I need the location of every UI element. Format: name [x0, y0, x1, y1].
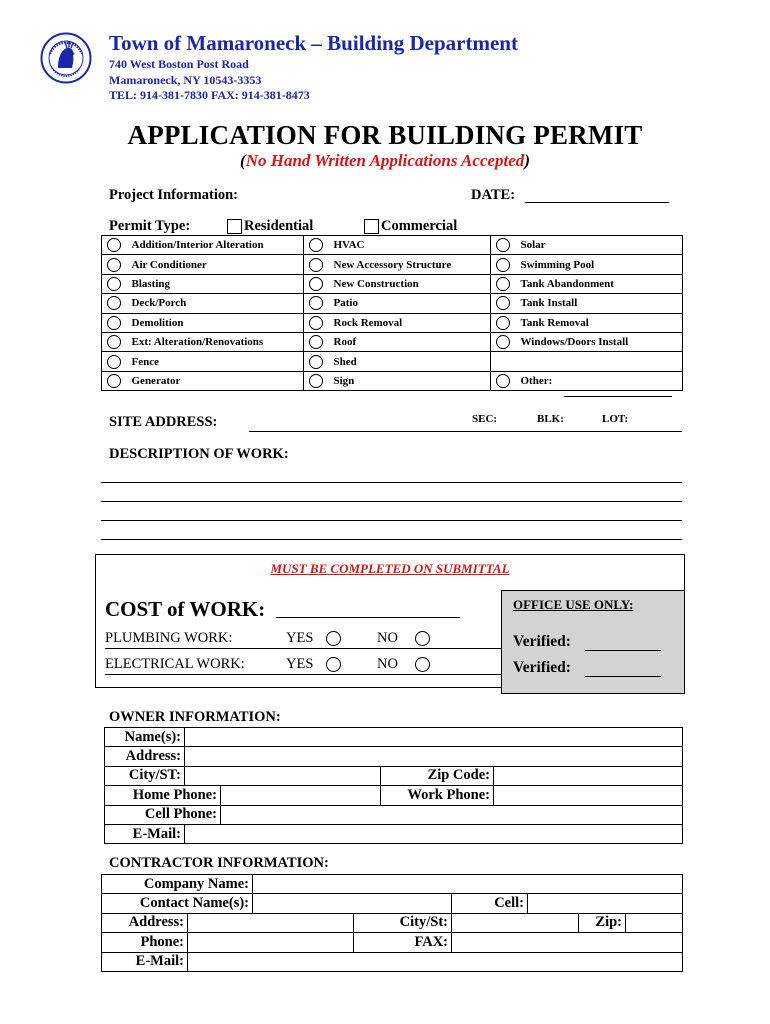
permit-option-radio[interactable] — [107, 238, 121, 252]
owner-home-phone-label: Home Phone: — [105, 786, 221, 805]
permit-type-table — [101, 235, 683, 391]
permit-option-cell — [491, 371, 516, 390]
contractor-contact-row — [102, 894, 683, 913]
date-field[interactable] — [525, 202, 669, 203]
form-subtitle — [0, 151, 770, 171]
contractor-email-field[interactable] — [188, 952, 683, 971]
residential-checkbox[interactable] — [227, 219, 242, 234]
permit-option-cell — [491, 274, 516, 293]
permit-option-radio[interactable] — [496, 277, 510, 291]
permit-option-label: Demolition — [127, 313, 304, 332]
owner-home-phone-field[interactable] — [221, 786, 381, 805]
owner-email-label: E-Mail: — [105, 824, 185, 843]
permit-option-label: Shed — [329, 352, 491, 371]
subtitle-open-paren: ( — [240, 151, 246, 170]
verified-label-1: Verified: — [513, 633, 571, 650]
permit-type-row — [102, 294, 683, 313]
contractor-address-field[interactable] — [188, 913, 354, 932]
owner-phone-row — [105, 786, 683, 805]
electrical-work-label: ELECTRICAL WORK: — [105, 656, 245, 672]
owner-city-field[interactable] — [185, 766, 381, 785]
verified-label-2: Verified: — [513, 659, 571, 676]
contractor-email-row — [102, 952, 683, 971]
town-seal-logo — [40, 32, 92, 84]
owner-cell-label: Cell Phone: — [105, 805, 221, 824]
permit-option-radio[interactable] — [496, 374, 510, 388]
plumbing-underline — [105, 648, 501, 649]
permit-option-label: Swimming Pool — [516, 255, 683, 274]
permit-option-label: Windows/Doors Install — [516, 332, 683, 351]
permit-type-row — [102, 371, 683, 390]
permit-option-radio[interactable] — [107, 296, 121, 310]
owner-work-phone-label: Work Phone: — [381, 786, 494, 805]
permit-option-label: Sign — [329, 371, 491, 390]
address-line-1: 740 West Boston Post Road — [109, 57, 249, 71]
office-use-label: OFFICE USE ONLY: — [513, 597, 634, 612]
owner-address-label: Address: — [105, 747, 185, 766]
owner-cell-row — [105, 805, 683, 824]
contractor-phone-field[interactable] — [188, 933, 354, 952]
owner-zip-label: Zip Code: — [381, 766, 494, 785]
permit-option-label: Generator — [127, 371, 304, 390]
permit-option-radio[interactable] — [496, 238, 510, 252]
blk-label: BLK: — [537, 413, 564, 425]
cost-of-work-label: COST of WORK: — [105, 597, 266, 621]
permit-option-radio[interactable] — [309, 277, 323, 291]
permit-option-radio[interactable] — [309, 258, 323, 272]
contractor-city-label: City/St: — [354, 913, 452, 932]
permit-option-label: Tank Install — [516, 294, 683, 313]
contractor-zip-label: Zip: — [579, 913, 626, 932]
permit-option-radio[interactable] — [496, 316, 510, 330]
permit-option-cell — [102, 236, 127, 255]
permit-type-label: Permit Type: — [109, 218, 191, 234]
description-line-3[interactable] — [101, 520, 682, 521]
permit-option-radio[interactable] — [309, 316, 323, 330]
permit-option-label: Other: — [516, 371, 683, 390]
owner-email-field[interactable] — [185, 824, 683, 843]
contractor-address-label: Address: — [102, 913, 188, 932]
permit-option-label: Deck/Porch — [127, 294, 304, 313]
permit-option-label: New Accessory Structure — [329, 255, 491, 274]
permit-option-radio[interactable] — [496, 258, 510, 272]
plumbing-yes-label: YES — [286, 630, 314, 646]
electrical-no-radio[interactable] — [415, 657, 430, 672]
permit-option-radio[interactable] — [309, 335, 323, 349]
permit-option-cell — [304, 332, 329, 351]
permit-option-radio[interactable] — [107, 316, 121, 330]
owner-city-row — [105, 766, 683, 785]
project-info-label: Project Information: — [109, 187, 238, 203]
address-line-2: Mamaroneck, NY 10543-3353 — [109, 73, 262, 87]
permit-option-cell — [304, 313, 329, 332]
permit-option-label: HVAC — [329, 236, 491, 255]
permit-option-cell — [491, 352, 516, 371]
permit-option-cell — [102, 255, 127, 274]
permit-option-label: Rock Removal — [329, 313, 491, 332]
permit-option-label: Ext: Alteration/Renovations — [127, 332, 304, 351]
permit-option-label: Roof — [329, 332, 491, 351]
subtitle-close-paren: ) — [524, 151, 530, 170]
owner-email-row — [105, 824, 683, 843]
contractor-city-field[interactable] — [452, 913, 579, 932]
electrical-no-label: NO — [377, 656, 398, 672]
permit-option-label: Solar — [516, 236, 683, 255]
permit-option-cell — [102, 371, 127, 390]
contractor-phone-row — [102, 933, 683, 952]
permit-option-radio[interactable] — [309, 355, 323, 369]
permit-option-label: Tank Abandonment — [516, 274, 683, 293]
contractor-contact-field[interactable] — [253, 894, 452, 913]
site-address-field[interactable] — [249, 431, 682, 432]
permit-option-radio[interactable] — [309, 238, 323, 252]
permit-option-label: Fence — [127, 352, 304, 371]
owner-zip-field[interactable] — [494, 766, 683, 785]
permit-type-row — [102, 236, 683, 255]
site-address-label: SITE ADDRESS: — [109, 414, 218, 430]
permit-option-label: Tank Removal — [516, 313, 683, 332]
permit-option-radio[interactable] — [496, 335, 510, 349]
contractor-company-field[interactable] — [253, 875, 683, 894]
plumbing-no-radio[interactable] — [415, 631, 430, 646]
permit-type-row — [102, 313, 683, 332]
phone-fax-line: TEL: 914-381-7830 FAX: 914-381-8473 — [109, 88, 310, 102]
permit-option-radio[interactable] — [107, 335, 121, 349]
contractor-company-label: Company Name: — [102, 875, 253, 894]
contractor-zip-field[interactable] — [626, 913, 683, 932]
contractor-contact-label: Contact Name(s): — [102, 894, 253, 913]
description-line-2[interactable] — [101, 501, 682, 502]
contractor-section-label: CONTRACTOR INFORMATION: — [109, 855, 329, 871]
owner-address-row — [105, 747, 683, 766]
plumbing-no-label: NO — [377, 630, 398, 646]
permit-type-row — [102, 255, 683, 274]
owner-section-label: OWNER INFORMATION: — [109, 709, 281, 725]
department-title: Town of Mamaroneck – Building Department — [109, 31, 518, 55]
subtitle-warning: No Hand Written Applications Accepted — [245, 151, 525, 170]
contractor-company-row — [102, 875, 683, 894]
permit-option-radio[interactable] — [309, 374, 323, 388]
plumbing-yes-radio[interactable] — [326, 631, 341, 646]
owner-names-row — [105, 728, 683, 747]
permit-option-label: Addition/Interior Alteration — [127, 236, 304, 255]
residential-label: Residential — [244, 218, 314, 234]
electrical-underline — [105, 674, 501, 675]
permit-option-radio[interactable] — [496, 296, 510, 310]
permit-option-cell — [491, 332, 516, 351]
description-line-1[interactable] — [101, 482, 682, 483]
contractor-cell-label: Cell: — [452, 894, 528, 913]
permit-option-cell — [304, 371, 329, 390]
description-label: DESCRIPTION OF WORK: — [109, 446, 289, 462]
permit-option-radio[interactable] — [107, 277, 121, 291]
contractor-fax-label: FAX: — [354, 933, 452, 952]
permit-option-cell — [102, 294, 127, 313]
permit-option-cell — [304, 274, 329, 293]
permit-option-radio[interactable] — [107, 258, 121, 272]
contractor-phone-label: Phone: — [102, 933, 188, 952]
owner-names-label: Name(s): — [105, 728, 185, 747]
contractor-cell-field[interactable] — [528, 894, 683, 913]
commercial-checkbox[interactable] — [364, 219, 379, 234]
permit-option-label: New Construction — [329, 274, 491, 293]
description-line-4[interactable] — [101, 539, 682, 540]
permit-option-cell — [304, 255, 329, 274]
permit-option-radio[interactable] — [107, 374, 121, 388]
verified-field-1[interactable] — [585, 650, 661, 651]
owner-info-table — [104, 727, 683, 844]
permit-type-row — [102, 352, 683, 371]
cost-of-work-field[interactable] — [276, 617, 460, 618]
form-title: APPLICATION FOR BUILDING PERMIT — [127, 120, 643, 150]
verified-field-2[interactable] — [585, 676, 661, 677]
permit-option-cell — [491, 313, 516, 332]
owner-work-phone-field[interactable] — [494, 786, 683, 805]
permit-option-cell — [102, 274, 127, 293]
permit-option-cell — [491, 255, 516, 274]
electrical-yes-label: YES — [286, 656, 314, 672]
contractor-info-table — [101, 874, 683, 972]
permit-option-label: Air Conditioner — [127, 255, 304, 274]
owner-cell-field[interactable] — [221, 805, 683, 824]
permit-option-cell — [491, 236, 516, 255]
permit-option-cell — [304, 294, 329, 313]
permit-option-cell — [304, 236, 329, 255]
electrical-yes-radio[interactable] — [326, 657, 341, 672]
contractor-email-label: E-Mail: — [102, 952, 188, 971]
contractor-address-row — [102, 913, 683, 932]
must-complete-notice: MUST BE COMPLETED ON SUBMITTAL — [270, 561, 510, 576]
date-label: DATE: — [471, 187, 516, 203]
plumbing-work-label: PLUMBING WORK: — [105, 630, 233, 646]
commercial-label: Commercial — [381, 218, 458, 234]
other-field[interactable] — [564, 396, 672, 397]
owner-address-field[interactable] — [185, 747, 683, 766]
permit-option-cell — [102, 352, 127, 371]
permit-type-row — [102, 332, 683, 351]
permit-option-cell — [102, 332, 127, 351]
permit-option-radio[interactable] — [309, 296, 323, 310]
permit-option-label: Patio — [329, 294, 491, 313]
permit-option-radio[interactable] — [107, 355, 121, 369]
permit-option-cell — [304, 352, 329, 371]
owner-city-label: City/ST: — [105, 766, 185, 785]
contractor-fax-field[interactable] — [452, 933, 683, 952]
lot-label: LOT: — [602, 413, 629, 425]
permit-type-row — [102, 274, 683, 293]
sec-label: SEC: — [472, 413, 498, 425]
permit-option-label — [516, 352, 683, 371]
permit-option-cell — [491, 294, 516, 313]
permit-option-label: Blasting — [127, 274, 304, 293]
permit-option-cell — [102, 313, 127, 332]
owner-names-field[interactable] — [185, 728, 683, 747]
